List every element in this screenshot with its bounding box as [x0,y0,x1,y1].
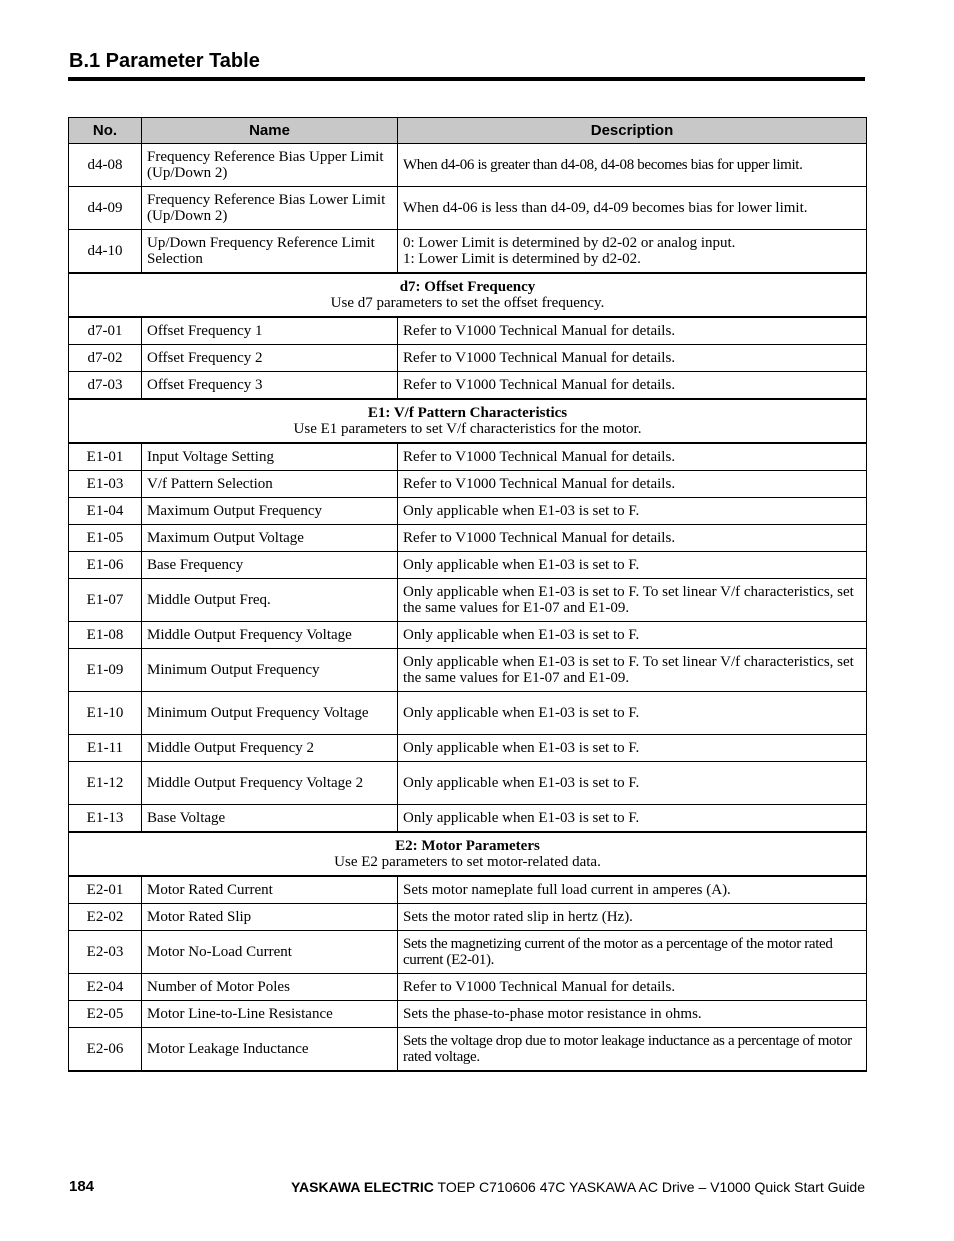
param-no: d4-08 [69,144,142,187]
page-number: 184 [69,1178,95,1195]
param-desc: Refer to V1000 Technical Manual for details. [398,345,867,372]
param-name: Minimum Output Frequency Voltage [142,692,398,735]
param-no: E1-11 [69,735,142,762]
param-no: d7-02 [69,345,142,372]
param-name: Base Frequency [142,552,398,579]
param-no: E2-01 [69,876,142,904]
table-row [69,735,867,762]
header-name: Name [142,118,398,144]
param-desc [398,230,867,274]
param-name: Base Voltage [142,805,398,833]
table-row [69,876,867,904]
section-header-e2 [69,832,867,876]
param-name: Motor Leakage Inductance [142,1028,398,1072]
param-no: E2-06 [69,1028,142,1072]
param-no: E2-02 [69,904,142,931]
param-name: Number of Motor Poles [142,974,398,1001]
header-description: Description [398,118,867,144]
section-title: d7: Offset Frequency [399,279,536,295]
param-no: E1-04 [69,498,142,525]
table-row [69,579,867,622]
section-description: Use E1 parameters to set V/f characteristics for the motor. [293,421,642,437]
param-no: E1-10 [69,692,142,735]
param-name: Middle Output Frequency Voltage 2 [142,762,398,805]
param-no: E1-01 [69,443,142,471]
table-row [69,187,867,230]
param-desc: Sets the motor rated slip in hertz (Hz). [398,904,867,931]
footer-doc-info [291,1179,865,1195]
param-desc: Only applicable when E1-03 is set to F. [398,805,867,833]
param-name: Motor Line-to-Line Resistance [142,1001,398,1028]
param-name: Minimum Output Frequency [142,649,398,692]
param-name: Maximum Output Frequency [142,498,398,525]
param-desc: Only applicable when E1-03 is set to F. To set linear V/f characteristics, set the same values for E1-07 and E1-09. [398,579,867,622]
param-name: Middle Output Frequency 2 [142,735,398,762]
section-title: E2: Motor Parameters [395,838,540,854]
section-cell [69,399,867,443]
param-no: E1-05 [69,525,142,552]
parameter-table [68,117,867,1072]
param-no: E1-12 [69,762,142,805]
title-rule [68,77,865,81]
param-name: Input Voltage Setting [142,443,398,471]
section-description: Use E2 parameters to set motor-related data. [334,854,601,870]
param-no: E1-06 [69,552,142,579]
section-cell [69,832,867,876]
table-row [69,974,867,1001]
param-desc: Sets the voltage drop due to motor leakage inductance as a percentage of motor rated voltage. [398,1028,867,1072]
table-row [69,649,867,692]
param-desc: Only applicable when E1-03 is set to F. [398,498,867,525]
param-desc: Only applicable when E1-03 is set to F. [398,622,867,649]
param-name: Motor Rated Current [142,876,398,904]
param-name: Maximum Output Voltage [142,525,398,552]
param-no: d4-09 [69,187,142,230]
param-name: Offset Frequency 1 [142,317,398,345]
section-header-e1 [69,399,867,443]
table-row [69,552,867,579]
section-header-d7 [69,273,867,317]
table-row [69,230,867,274]
param-desc: Only applicable when E1-03 is set to F. [398,692,867,735]
table-row [69,1028,867,1072]
param-name: Up/Down Frequency Reference Limit Selection [142,230,398,274]
table-header-row [69,118,867,144]
table-row [69,762,867,805]
footer-doc-title: TOEP C710606 47C YASKAWA AC Drive – V1000 Quick Start Guide [437,1179,865,1195]
param-desc: Refer to V1000 Technical Manual for details. [398,974,867,1001]
param-desc: Refer to V1000 Technical Manual for details. [398,317,867,345]
param-no: E1-09 [69,649,142,692]
param-no: E1-07 [69,579,142,622]
param-name: Offset Frequency 2 [142,345,398,372]
param-desc: Sets the phase-to-phase motor resistance in ohms. [398,1001,867,1028]
table-row [69,692,867,735]
table-row [69,372,867,400]
param-no: E1-03 [69,471,142,498]
param-desc: When d4-06 is greater than d4-08, d4-08 becomes bias for upper limit. [398,144,867,187]
table-row [69,931,867,974]
param-name: Offset Frequency 3 [142,372,398,400]
param-no: E2-05 [69,1001,142,1028]
param-no: d7-01 [69,317,142,345]
table-row [69,345,867,372]
table-row [69,904,867,931]
param-name: V/f Pattern Selection [142,471,398,498]
param-desc: Refer to V1000 Technical Manual for details. [398,525,867,552]
table-row [69,622,867,649]
table-row [69,471,867,498]
header-no: No. [69,118,142,144]
footer-brand: YASKAWA ELECTRIC [291,1179,434,1195]
param-name: Frequency Reference Bias Upper Limit (Up/Down 2) [142,144,398,187]
param-desc: Refer to V1000 Technical Manual for details. [398,443,867,471]
param-name: Motor Rated Slip [142,904,398,931]
param-desc: Only applicable when E1-03 is set to F. [398,762,867,805]
table-row [69,144,867,187]
table-row [69,443,867,471]
param-no: E2-04 [69,974,142,1001]
table-row [69,1001,867,1028]
table-row [69,317,867,345]
param-desc: Only applicable when E1-03 is set to F. To set linear V/f characteristics, set the same values for E1-07 and E1-09. [398,649,867,692]
section-title: E1: V/f Pattern Characteristics [367,405,568,421]
param-desc: When d4-06 is less than d4-09, d4-09 becomes bias for lower limit. [398,187,867,230]
param-desc: Refer to V1000 Technical Manual for details. [398,372,867,400]
param-no: E1-08 [69,622,142,649]
section-description: Use d7 parameters to set the offset frequency. [330,295,605,311]
param-desc: Only applicable when E1-03 is set to F. [398,735,867,762]
param-desc: Sets motor nameplate full load current in amperes (A). [398,876,867,904]
param-desc: Only applicable when E1-03 is set to F. [398,552,867,579]
desc-line: 0: Lower Limit is determined by d2-02 or analog input. [403,235,736,251]
param-no: d4-10 [69,230,142,274]
param-desc: Sets the magnetizing current of the motor as a percentage of the motor rated current (E2-01). [398,931,867,974]
param-no: E2-03 [69,931,142,974]
param-no: E1-13 [69,805,142,833]
param-desc: Refer to V1000 Technical Manual for details. [398,471,867,498]
param-name: Frequency Reference Bias Lower Limit (Up/Down 2) [142,187,398,230]
table-row [69,498,867,525]
page-title: B.1 Parameter Table [69,50,260,72]
table-row [69,805,867,833]
param-no: d7-03 [69,372,142,400]
section-cell [69,273,867,317]
param-name: Middle Output Freq. [142,579,398,622]
table-row [69,525,867,552]
param-name: Motor No-Load Current [142,931,398,974]
desc-line: 1: Lower Limit is determined by d2-02. [403,251,641,267]
param-name: Middle Output Frequency Voltage [142,622,398,649]
